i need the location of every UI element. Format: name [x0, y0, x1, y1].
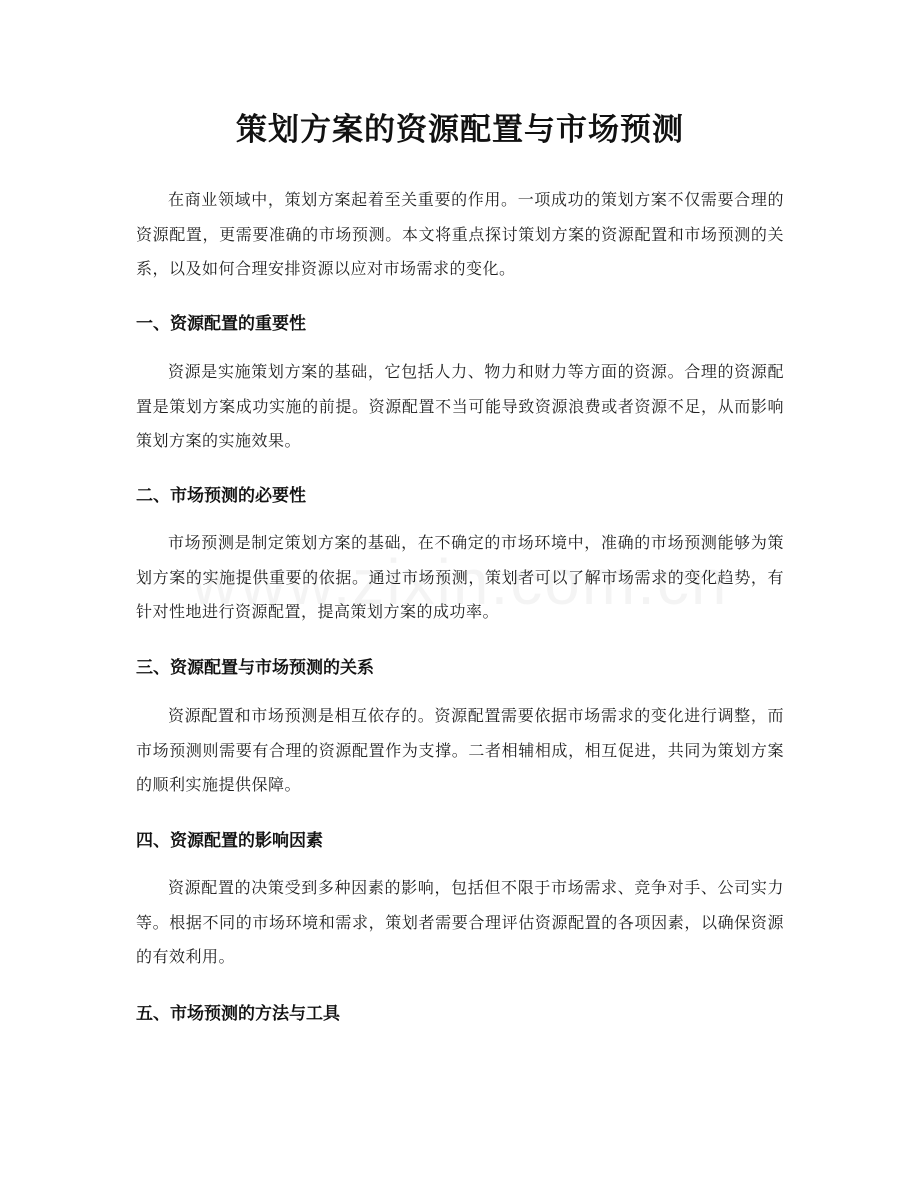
- document-title: 策划方案的资源配置与市场预测: [236, 112, 684, 148]
- section-body-4: 资源配置的决策受到多种因素的影响，包括但不限于市场需求、竞争对手、公司实力等。根据不同的市场环境和需求，策划者需要合理评估资源配置的各项因素，以确保资源的有效利用。: [136, 878, 784, 966]
- section-heading-3: 三、资源配置与市场预测的关系: [136, 658, 374, 678]
- section-body-2: 市场预测是制定策划方案的基础，在不确定的市场环境中，准确的市场预测能够为策划方案的实施提供重要的依据。通过市场预测，策划者可以了解市场需求的变化趋势，有针对性地进行资源配置，提高策划方案的成功率。: [136, 533, 784, 621]
- section-heading-4: 四、资源配置的影响因素: [136, 831, 323, 851]
- section-body-1: 资源是实施策划方案的基础，它包括人力、物力和财力等方面的资源。合理的资源配置是策划方案成功实施的前提。资源配置不当可能导致资源浪费或者资源不足，从而影响策划方案的实施效果。: [136, 362, 784, 450]
- section-heading-1: 一、资源配置的重要性: [136, 314, 306, 334]
- section-body-3: 资源配置和市场预测是相互依存的。资源配置需要依据市场需求的变化进行调整，而市场预测则需要有合理的资源配置作为支撑。二者相辅相成，相互促进，共同为策划方案的顺利实施提供保障。: [136, 706, 784, 794]
- section-heading-2: 二、市场预测的必要性: [136, 486, 306, 506]
- intro-paragraph: 在商业领域中，策划方案起着至关重要的作用。一项成功的策划方案不仅需要合理的资源配置，更需要准确的市场预测。本文将重点探讨策划方案的资源配置和市场预测的关系，以及如何合理安排资源以应对市场需求的变化。: [136, 190, 784, 278]
- section-heading-5: 五、市场预测的方法与工具: [136, 1004, 340, 1024]
